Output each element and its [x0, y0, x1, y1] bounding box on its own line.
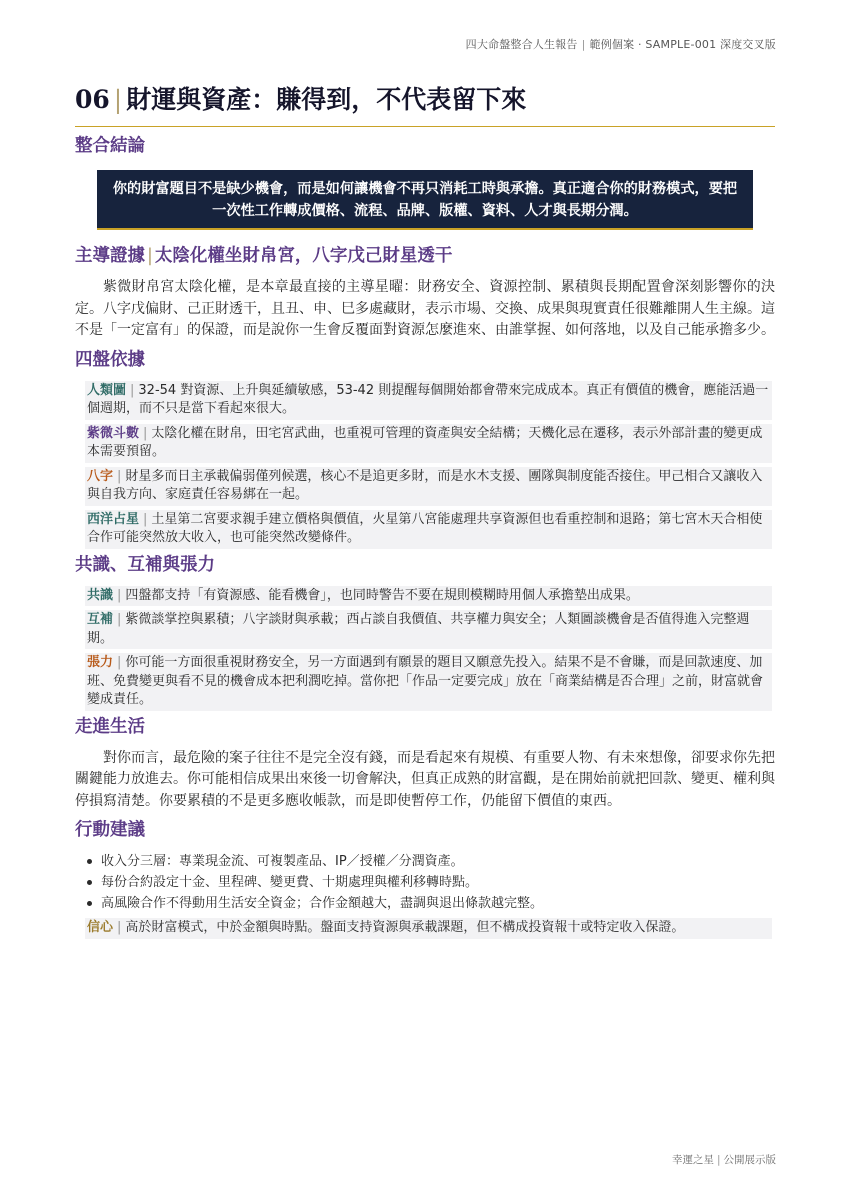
tag-divider: | — [117, 468, 122, 484]
main-evidence-paragraph: 紫微財帛宮太陰化權，是本章最直接的主導星曜：財務安全、資源控制、累積與長期配置會深刻影響你的決定。八字戊偏財、己正財透干，且丑、申、巳多處藏財，表示市場、交換、成果與現實責任很難離開人生主線。這不是「一定富有」的保證，而是說你一生會反覆面對資源怎麼進來、由誰掌握、如何落地，以及自己能承擔多少。 — [75, 279, 775, 338]
main-evidence-heading-a: 主導證據 — [75, 246, 145, 266]
header-divider: | — [581, 38, 586, 51]
consensus-text: 四盤都支持「有資源感、能看機會」，也同時警告不要在規則模糊時用個人承擔墊出成果。 — [125, 587, 639, 603]
evidence-text: 太陰化權在財帛，田宅宮武曲，也重視可管理的資產與安全結構；天機化忌在遷移，表示外部計畫的變更成本需要預留。 — [87, 425, 763, 459]
action-item: 高風險合作不得動用生活安全資金；合作金額越大，盡調與退出條款越完整。 — [85, 893, 775, 914]
conclusion-callout: 你的財富題目不是缺少機會，而是如何讓機會不再只消耗工時與承擔。真正適合你的財務模式，要把一次性工作轉成價格、流程、品牌、版權、資料、人才與長期分潤。 — [97, 170, 753, 230]
confidence-note — [85, 918, 772, 939]
confidence-text: 高於財富模式，中於金額與時點。盤面支持資源與承載課題，但不構成投資報十或特定收入保證。 — [125, 920, 685, 935]
chapter-number: 06 — [75, 85, 110, 114]
evidence-tag: 西洋占星 — [87, 511, 140, 527]
tag-divider: | — [117, 920, 122, 935]
evidence-text: 財星多而日主承載偏弱僅列候選，核心不是追更多財，而是水木支援、團隊與制度能否接住。甲己相合又讓收入與自我方向、家庭責任容易綁在一起。 — [87, 468, 763, 502]
actions-heading: 行動建議 — [75, 820, 145, 840]
life-section — [75, 715, 775, 813]
chapter-body — [75, 134, 775, 943]
evidence-tag: 紫微斗數 — [87, 425, 140, 441]
action-item: 收入分三層：專業現金流、可複製產品、IP／授權／分潤資產。 — [85, 851, 775, 872]
consensus-item — [85, 610, 772, 649]
conclusion-heading: 整合結論 — [75, 136, 145, 156]
actions-section — [75, 818, 775, 939]
tag-divider: | — [117, 612, 122, 627]
chapter-title-text: 財運與資產：賺得到，不代表留下來 — [126, 85, 527, 114]
consensus-item — [85, 586, 772, 607]
consensus-section — [75, 553, 775, 711]
title-divider: | — [113, 85, 123, 114]
case-name: 範例個案 · SAMPLE-001 深度交叉版 — [589, 38, 776, 51]
chart-evidence-item — [85, 381, 772, 420]
tag-divider: | — [130, 382, 135, 398]
chapter-heading — [75, 80, 775, 127]
main-evidence-heading-b: 太陰化權坐財帛宮，八字戊己財星透干 — [154, 246, 453, 266]
consensus-heading: 共識、互補與張力 — [75, 554, 215, 575]
chart-evidence-item — [85, 424, 772, 463]
page-footer — [672, 1152, 776, 1167]
consensus-tag: 張力 — [87, 655, 114, 670]
report-name: 四大命盤整合人生報告 — [465, 38, 578, 51]
footer-edition: 公開展示版 — [723, 1154, 776, 1166]
evidence-tag: 人類圖 — [87, 382, 127, 398]
action-list — [85, 851, 775, 914]
tag-divider: | — [143, 511, 148, 527]
conclusion-section — [75, 134, 775, 230]
footer-divider: | — [716, 1154, 721, 1166]
four-charts-section — [75, 348, 775, 549]
evidence-tag: 八字 — [87, 468, 114, 484]
consensus-text: 你可能一方面很重視財務安全，另一方面遇到有願景的題目又願意先投入。結果不是不會賺，而是回款速度、加班、免費變更與看不見的機會成本把利潤吃掉。當你把「作品一定要完成」放在「商業結構是否合理」之前，財富就會變成責任。 — [87, 655, 764, 707]
life-heading: 走進生活 — [75, 716, 145, 737]
consensus-item — [85, 653, 772, 711]
life-paragraph: 對你而言，最危險的案子往往不是完全沒有錢，而是看起來有規模、有重要人物、有未來想像，卻要求你先把關鍵能力放進去。你可能相信成果出來後一切會解決，但真正成熟的財富觀，是在開始前就把回款、變更、權利與停損寫清楚。你要累積的不是更多應收帳款，而是即使暫停工作，仍能留下價值的東西。 — [75, 749, 775, 809]
consensus-text: 紫微談掌控與累積；八字談財與承載；西占談自我價值、共享權力與安全；人類圖談機會是否值得進入完整週期。 — [87, 612, 750, 646]
four-charts-heading: 四盤依據 — [75, 349, 145, 370]
tag-divider: | — [117, 587, 122, 603]
heading-divider: | — [147, 246, 153, 266]
tag-divider: | — [117, 655, 122, 670]
main-evidence-section — [75, 244, 775, 342]
tag-divider: | — [143, 425, 148, 441]
page-title — [75, 80, 775, 127]
chart-evidence-item — [85, 510, 772, 549]
footer-brand: 幸運之星 — [671, 1154, 714, 1166]
consensus-tag: 互補 — [87, 612, 114, 627]
action-item: 每份合約設定十金、里程碑、變更費、十期處理與權利移轉時點。 — [85, 872, 775, 893]
chart-evidence-item — [85, 467, 772, 506]
main-evidence-heading — [75, 244, 775, 268]
consensus-tag: 共識 — [87, 587, 114, 603]
evidence-text: 32-54 對資源、上升與延續敏感，53-42 則提醒每個開始都會帶來完成成本。真正有價值的機會，應能活過一個週期，而不只是當下看起來很大。 — [87, 382, 769, 416]
confidence-tag: 信心 — [87, 920, 114, 935]
evidence-text: 土星第二宮要求親手建立價格與價值，火星第八宮能處理共享資源但也看重控制和退路；第七宮木天合相使合作可能突然放大收入，也可能突然改變條件。 — [87, 511, 763, 545]
running-header — [466, 36, 776, 52]
